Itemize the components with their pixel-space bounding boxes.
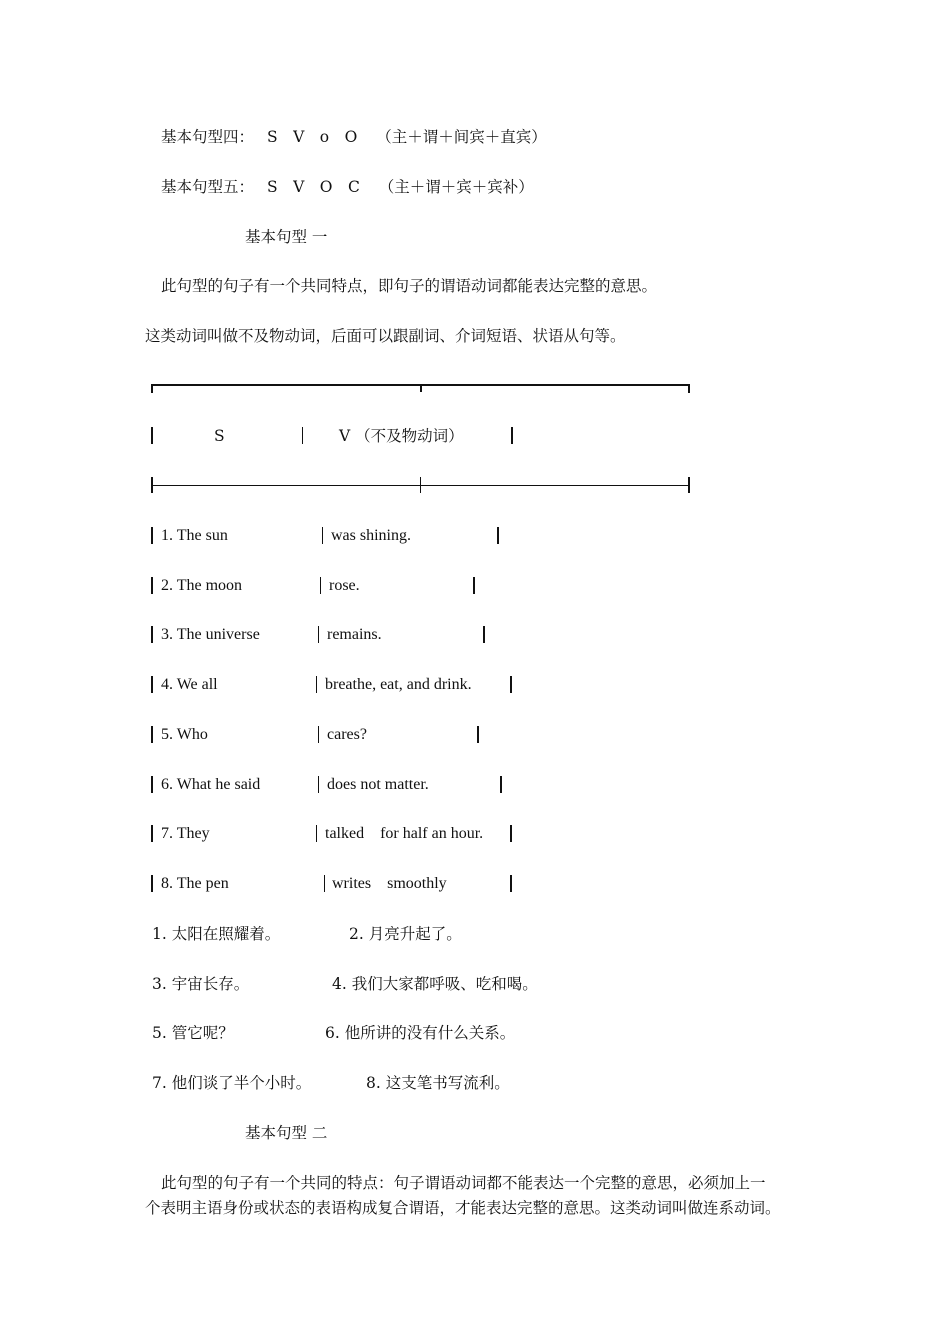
row-mid-bar — [318, 776, 319, 793]
row-subject: 8. The pen — [161, 875, 229, 892]
row-right-bar — [500, 776, 502, 793]
row-mid-bar — [318, 726, 319, 743]
row-right-bar — [510, 875, 512, 892]
pattern-five-formula: S V O C — [266, 178, 360, 196]
row-right-bar — [510, 825, 512, 842]
row-mid-bar — [320, 577, 321, 594]
pattern-five-label: 基本句型五： — [161, 178, 255, 196]
pattern-four-label: 基本句型四： — [161, 128, 255, 146]
row-right-bar — [473, 577, 475, 594]
row-verb: breathe, eat, and drink. — [325, 676, 472, 693]
row-verb: rose. — [329, 577, 360, 594]
table-top-mid-tick — [420, 384, 422, 392]
row-mid-bar — [318, 626, 319, 643]
pattern-four-formula: S V o O — [266, 128, 358, 146]
row-right-bar — [510, 676, 512, 693]
row-verb: cares? — [327, 726, 367, 743]
row-mid-bar — [324, 875, 325, 892]
header-verb: V （不及物动词） — [339, 427, 464, 445]
pattern-four-note: （主＋谓＋间宾＋直宾） — [376, 128, 547, 146]
row-mid-bar — [322, 527, 323, 544]
row-right-bar — [477, 726, 479, 743]
row-left-bar — [151, 676, 153, 693]
row-left-bar — [151, 726, 153, 743]
translation-item: 5. 管它呢？ — [152, 1024, 234, 1042]
row-mid-bar — [316, 676, 317, 693]
translation-item: 8. 这支笔书写流利。 — [366, 1074, 510, 1092]
section1-heading: 基本句型 一 — [245, 228, 328, 246]
row-right-bar — [497, 527, 499, 544]
row-mid-bar — [316, 825, 317, 842]
row-subject: 4. We all — [161, 676, 218, 693]
row-subject: 3. The universe — [161, 626, 260, 643]
table-header-mid-tick — [420, 477, 421, 493]
row-verb: remains. — [327, 626, 382, 643]
translation-item: 1. 太阳在照耀着。 — [152, 925, 281, 943]
table-header-right-tick — [688, 477, 690, 493]
header-left-bar — [151, 427, 153, 444]
row-verb: writes smoothly — [332, 875, 447, 892]
row-subject: 1. The sun — [161, 527, 228, 544]
section1-paragraph-2: 这类动词叫做不及物动词，后面可以跟副词、介词短语、状语从句等。 — [145, 327, 626, 345]
header-subject: S — [214, 427, 225, 445]
section2-paragraph-2: 个表明主语身份或状态的表语构成复合谓语，才能表达完整的意思。这类动词叫做连系动词。 — [145, 1199, 781, 1217]
row-subject: 7. They — [161, 825, 210, 842]
pattern-five — [161, 177, 534, 197]
table-top-left-corner — [151, 384, 153, 393]
translation-item: 2. 月亮升起了。 — [349, 925, 462, 943]
row-right-bar — [483, 626, 485, 643]
row-subject: 6. What he said — [161, 776, 261, 793]
row-subject: 5. Who — [161, 726, 208, 743]
translation-item: 4. 我们大家都呼吸、吃和喝。 — [332, 975, 538, 993]
pattern-four — [161, 127, 547, 147]
section2-paragraph-1: 此句型的句子有一个共同的特点：句子谓语动词都不能表达一个完整的意思，必须加上一 — [161, 1174, 766, 1192]
pattern-five-note: （主＋谓＋宾＋宾补） — [378, 178, 534, 196]
translation-item: 7. 他们谈了半个小时。 — [152, 1074, 312, 1092]
row-verb: does not matter. — [327, 776, 429, 793]
row-verb: was shining. — [331, 527, 411, 544]
header-mid-bar — [302, 427, 303, 444]
table-header-left-tick — [151, 477, 153, 493]
section1-paragraph-1: 此句型的句子有一个共同特点，即句子的谓语动词都能表达完整的意思。 — [161, 277, 658, 295]
row-left-bar — [151, 527, 153, 544]
row-left-bar — [151, 577, 153, 594]
row-left-bar — [151, 776, 153, 793]
row-verb: talked for half an hour. — [325, 825, 484, 842]
translation-item: 3. 宇宙长存。 — [152, 975, 250, 993]
table-top-right-corner — [688, 384, 690, 393]
translation-item: 6. 他所讲的没有什么关系。 — [325, 1024, 516, 1042]
row-left-bar — [151, 626, 153, 643]
row-left-bar — [151, 875, 153, 892]
row-left-bar — [151, 825, 153, 842]
section2-heading: 基本句型 二 — [245, 1124, 328, 1142]
row-subject: 2. The moon — [161, 577, 243, 594]
header-right-bar — [511, 427, 513, 444]
